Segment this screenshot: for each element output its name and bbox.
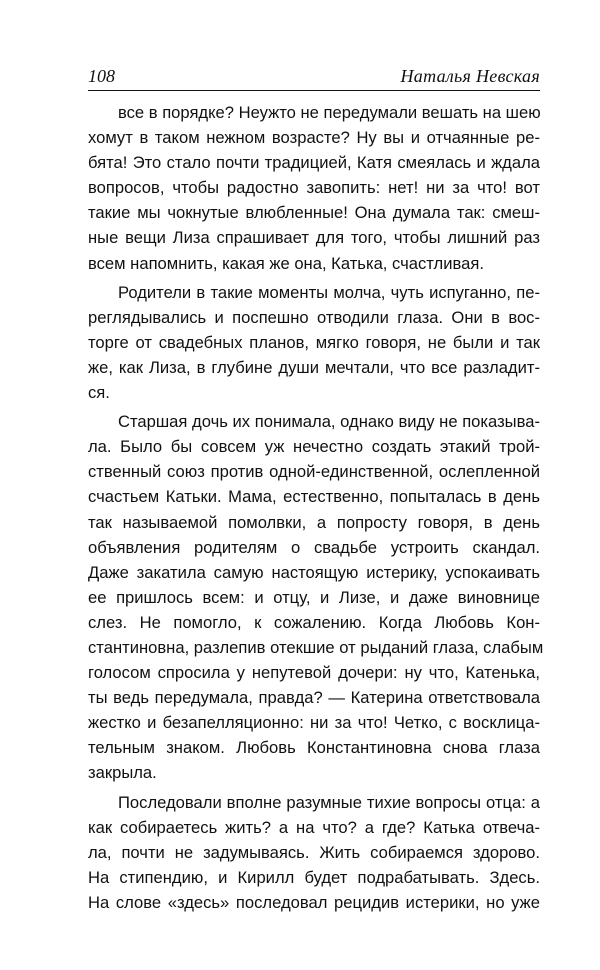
- text-line: стантиновна, разлепив отекшие от рыданий глаза, слабым: [88, 637, 544, 657]
- running-head-author: Наталья Невская: [400, 66, 540, 86]
- text-line: На слове «здесь» последовал рецидив истерики, но уже: [88, 892, 540, 912]
- text-line: тельным знаком. Любовь Константиновна снова глаза: [88, 738, 540, 758]
- text-line: голосом спросила у непутевой дочери: ну что, Катенька,: [88, 663, 540, 683]
- text-line: ее пришлось всем: и отцу, и Лизе, и даже виновнице: [88, 587, 540, 607]
- text-line: же, как Лиза, в глубине души мечтали, что все разладит-: [88, 357, 540, 377]
- text-line: счастьем Катьки. Мама, естественно, попыталась в день: [88, 487, 540, 507]
- text-line: бята! Это стало почти традицией, Катя смеялась и ждала: [88, 153, 540, 173]
- text-line: Старшая дочь их понимала, однако виду не показыва-: [118, 412, 540, 432]
- paragraph: [88, 790, 540, 915]
- running-header: [88, 68, 540, 91]
- page-number: 108: [88, 66, 115, 86]
- paragraph: [88, 409, 544, 785]
- text-line: ные вещи Лиза спрашивает для того, чтобы лишний раз: [88, 228, 540, 248]
- text-line: реглядывались и поспешно отводили глаза. Они в вос-: [88, 307, 540, 327]
- paragraph: [88, 280, 540, 405]
- text-line: торге от свадебных планов, мягко говоря, не были и так: [88, 332, 540, 352]
- text-line: так называемой помолвки, а попросту говоря, в день: [88, 512, 540, 532]
- text-line: Даже закатила самую настоящую истерику, успокаивать: [88, 562, 540, 582]
- text-line: жестко и безапелляционно: ни за что! Четко, с восклица-: [88, 713, 540, 733]
- text-line: объявления родителям о свадьбе устроить скандал.: [88, 537, 540, 557]
- text-line: вопросов, чтобы радостно завопить: нет! ни за что! вот: [88, 178, 540, 198]
- text-line: такие мы чокнутые влюбленные! Она думала так: смеш-: [88, 203, 540, 223]
- text-line: все в порядке? Неужто не передумали вешать на шею: [118, 103, 541, 122]
- text-line: хомут в таком нежном возрасте? Ну вы и отчаянные ре-: [88, 128, 540, 148]
- text-line: ла, почти не задумываясь. Жить собираемся здорово.: [88, 842, 540, 862]
- text-line: слез. Не помогло, к сожалению. Когда Любовь Кон-: [88, 612, 540, 632]
- text-line: ся.: [88, 383, 110, 403]
- text-line: ственный союз против одной-единственной, ослепленной: [88, 462, 540, 482]
- text-line: ла. Было бы совсем уж нечестно создать этакий трой-: [88, 437, 540, 457]
- text-line: Последовали вполне разумные тихие вопросы отца: а: [118, 792, 540, 812]
- text-line: Родители в такие моменты молча, чуть испуганно, пе-: [118, 282, 540, 302]
- text-line: как собираетесь жить? а на что? а где? Катька отвеча-: [88, 817, 540, 837]
- text-line: ты ведь передумала, правда? — Катерина ответствовала: [88, 688, 540, 708]
- paragraph: [88, 100, 540, 276]
- body-text: [88, 100, 544, 919]
- text-line: На стипендию, и Кирилл будет подрабатывать. Здесь.: [88, 867, 540, 887]
- text-line: закрыла.: [88, 763, 157, 783]
- text-line: всем напомнить, какая же она, Катька, счастливая.: [88, 253, 484, 273]
